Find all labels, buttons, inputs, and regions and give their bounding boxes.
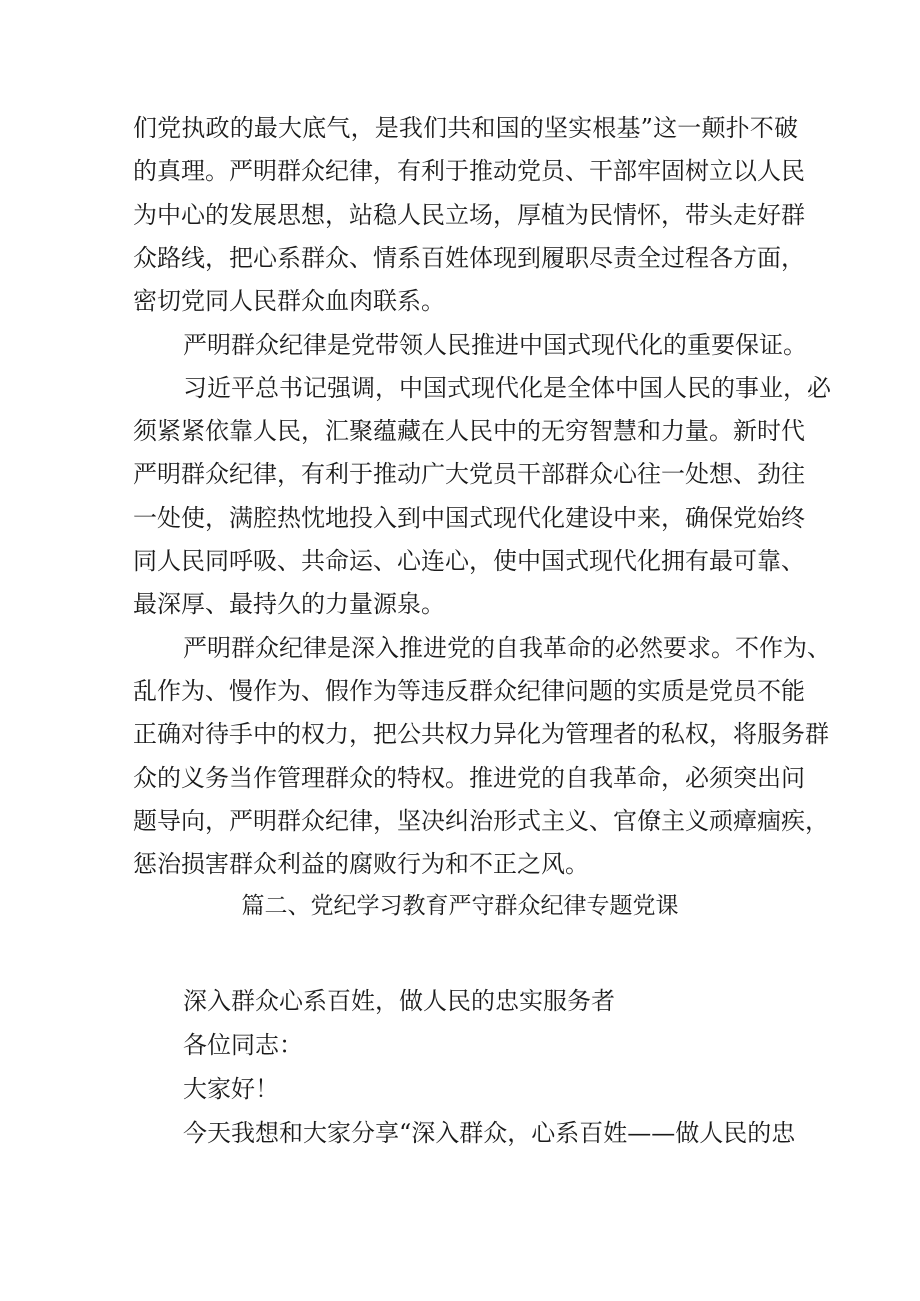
paragraph-2-line-1: 严明群众纪律是党带领人民推进中国式现代化的重要保证。: [183, 331, 807, 359]
paragraph-3-line-6: 最深厚、最持久的力量源泉。: [133, 590, 445, 618]
greeting: 各位同志：: [183, 1031, 303, 1059]
paragraph-4-line-3: 正确对待手中的权力，把公共权力异化为管理者的私权，将服务群: [133, 720, 829, 748]
intro-line: 今天我想和大家分享“深入群众，心系百姓——做人民的忠: [183, 1119, 796, 1147]
paragraph-3-line-1: 习近平总书记强调，中国式现代化是全体中国人民的事业，必: [183, 374, 831, 402]
paragraph-3-line-2: 须紧紧依靠人民，汇聚蕴藏在人民中的无穷智慧和力量。新时代: [133, 417, 805, 445]
paragraph-3-line-5: 同人民同呼吸、共命运、心连心，使中国式现代化拥有最可靠、: [133, 547, 805, 575]
hello: 大家好！: [183, 1075, 279, 1103]
paragraph-1-line-1: 们党执政的最大底气，是我们共和国的坚实根基”这一颠扑不破: [133, 114, 798, 142]
paragraph-3-line-4: 一处使，满腔热忱地投入到中国式现代化建设中来，确保党始终: [133, 504, 805, 532]
section-heading: 篇二、党纪学习教育严守群众纪律专题党课: [241, 893, 679, 919]
subtitle: 深入群众心系百姓，做人民的忠实服务者: [183, 987, 615, 1015]
paragraph-4-line-2: 乱作为、慢作为、假作为等违反群众纪律问题的实质是党员不能: [133, 677, 805, 705]
paragraph-1-line-4: 众路线，把心系群众、情系百姓体现到履职尽责全过程各方面，: [133, 244, 805, 272]
paragraph-1-line-5: 密切党同人民群众血肉联系。: [133, 287, 445, 315]
paragraph-4-line-5: 题导向，严明群众纪律，坚决纠治形式主义、官僚主义顽瘴痼疾，: [133, 807, 829, 835]
paragraph-4-line-6: 惩治损害群众利益的腐败行为和不正之风。: [133, 850, 589, 878]
paragraph-1-line-3: 为中心的发展思想，站稳人民立场，厚植为民情怀，带头走好群: [133, 201, 805, 229]
paragraph-1-line-2: 的真理。严明群众纪律，有利于推动党员、干部牢固树立以人民: [133, 157, 805, 185]
paragraph-4-line-1: 严明群众纪律是深入推进党的自我革命的必然要求。不作为、: [183, 634, 831, 662]
paragraph-3-line-3: 严明群众纪律，有利于推动广大党员干部群众心往一处想、劲往: [133, 460, 805, 488]
paragraph-4-line-4: 众的义务当作管理群众的特权。推进党的自我革命，必须突出问: [133, 764, 805, 792]
